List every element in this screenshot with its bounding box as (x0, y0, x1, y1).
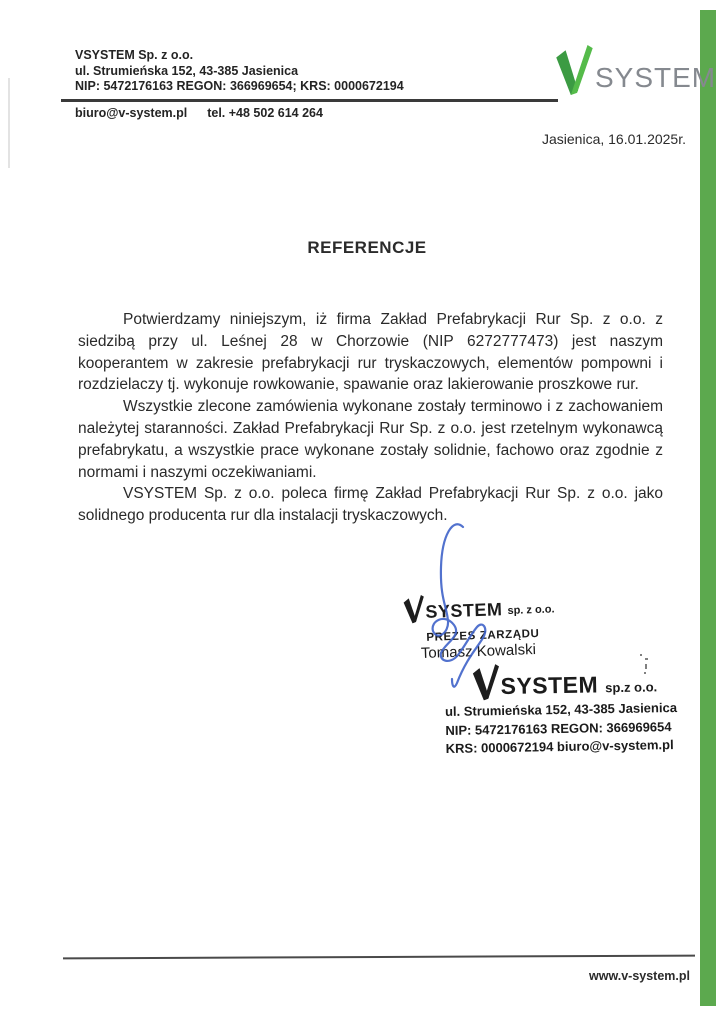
stamp2-wordmark: SYSTEM (500, 671, 599, 700)
v-check-icon (403, 595, 426, 624)
green-accent-bar (700, 10, 716, 1006)
company-address: ul. Strumieńska 152, 43-385 Jasienica (75, 63, 299, 78)
company-name: VSYSTEM Sp. z o.o. (75, 48, 194, 62)
stamp1-suffix: sp. z o.o. (507, 603, 555, 618)
stamp2-suffix: sp.z o.o. (605, 679, 658, 696)
stamp2-krs-mail: KRS: 0000672194 biuro@v-system.pl (445, 737, 674, 757)
letterhead-info (75, 48, 404, 95)
letterhead-contact (75, 106, 323, 120)
paragraph-3: VSYSTEM Sp. z o.o. poleca firmę Zakład Prefabrykacji Rur Sp. z o.o. jako solidnego producenta rur dla instalacji tryskaczowych. (78, 485, 663, 525)
company-phone: tel. +48 502 614 264 (207, 106, 323, 120)
stamp2-address: ul. Strumieńska 152, 43-385 Jasienica (444, 699, 678, 720)
vsystem-logo (556, 45, 716, 95)
v-check-icon (556, 45, 594, 95)
paragraph-1: Potwierdzamy niniejszym, iż firma Zakład Prefabrykacji Rur Sp. z o.o. z siedzibą przy ul. Leśnej 28 w Chorzowie (NIP 6272777473) jest naszym kooperantem w zakresie prefabrykacji rur tryskaczowych, elementów pompowni i rozdzielaczy tj. wykonuje rowkowanie, spawanie oraz lakierowanie proszkowe rur. (78, 311, 663, 394)
stamp1-logo (403, 590, 555, 623)
paragraph-2: Wszystkie zlecone zamówienia wykonane zostały terminowo i z zachowaniem należytej staranności. Zakład Prefabrykacji Rur Sp. z o.o. jest rzetelnym wykonawcą prefabrykatu, a wszystkie prace wykonane zostały solidnie, fachowo oraz zgodnie z normami i naszymi oczekiwaniami. (78, 398, 663, 481)
logo-wordmark: SYSTEM (595, 62, 717, 93)
scan-artifact-specks (640, 652, 648, 678)
website-url: www.v-system.pl (589, 969, 690, 983)
header-divider (61, 99, 558, 102)
v-check-icon (472, 664, 501, 700)
signer-role: PREZES ZARZĄDU (426, 627, 540, 644)
stamp1-wordmark: SYSTEM (425, 599, 503, 622)
company-stamp-signer (403, 590, 556, 662)
stamp2-nip-regon: NIP: 5472176163 REGON: 366969654 (445, 718, 672, 738)
date-place-line: Jasienica, 16.01.2025r. (542, 131, 686, 147)
footer-divider (63, 955, 695, 960)
signer-name: Tomasz Kowalski (420, 641, 537, 663)
letter-body (78, 309, 663, 527)
scan-artifact-line (8, 78, 10, 168)
document-title: REFERENCJE (307, 238, 427, 257)
company-email: biuro@v-system.pl (75, 106, 188, 120)
company-registry: NIP: 5472176163 REGON: 366969654; KRS: 0000672194 (75, 79, 404, 93)
